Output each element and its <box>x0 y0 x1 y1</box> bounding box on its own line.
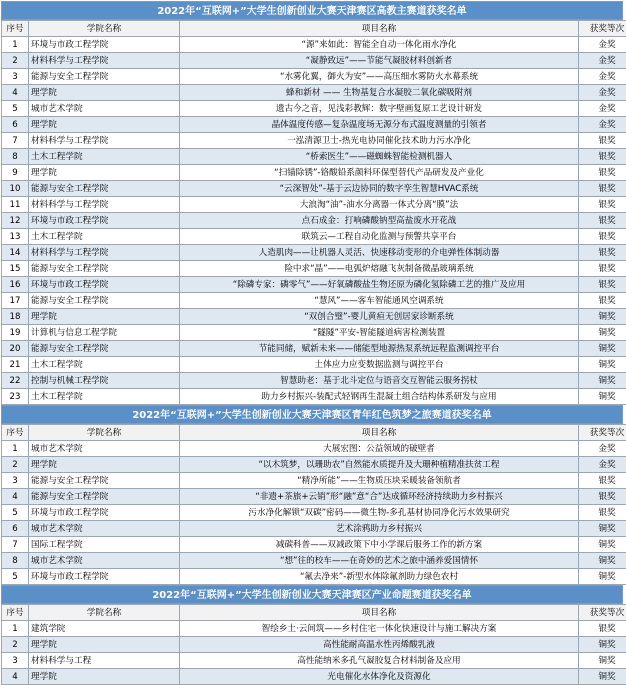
table-cell: 铜奖 <box>579 309 626 325</box>
table-cell: “凝静致远”——节能气凝胶材料创新者 <box>180 53 579 69</box>
table-row <box>2 389 626 405</box>
table-cell: 18 <box>2 309 29 325</box>
table-cell: 环境与市政工程学院 <box>29 569 180 585</box>
table-cell: 智慧助老：基于北斗定位与语音交互智能云服务拐杖 <box>180 373 579 389</box>
table-row <box>2 325 626 341</box>
table-row <box>2 37 626 53</box>
column-header: 项目名称 <box>180 605 579 621</box>
table-row <box>2 473 626 489</box>
table-row <box>2 621 626 637</box>
table-cell: “慧风”——客车智能通风空调系统 <box>180 293 579 309</box>
table-cell: 银奖 <box>579 197 626 213</box>
section-title: 2022年“互联网+”大学生创新创业大赛天津赛区青年红色筑梦之旅赛道获奖名单 <box>1 405 623 424</box>
table-cell: 智绘乡土·云间筑——乡村住宅一体化快速设计与施工解决方案 <box>180 621 579 637</box>
column-header: 序号 <box>2 605 29 621</box>
table-row <box>2 69 626 85</box>
table-cell: 金奖 <box>579 37 626 53</box>
table-row <box>2 53 626 69</box>
column-header: 项目名称 <box>180 425 579 441</box>
table-cell: 铜奖 <box>579 553 626 569</box>
table-cell: 土木工程学院 <box>29 357 180 373</box>
table-cell: 高性能耐高温水性丙烯酸乳液 <box>180 637 579 653</box>
table-cell: 铜奖 <box>579 325 626 341</box>
table-cell: 银奖 <box>579 293 626 309</box>
table-cell: 5 <box>2 505 29 521</box>
table-cell: 大浪淘“油”-油水分离器一体式分离“膜”法 <box>180 197 579 213</box>
table-cell: 23 <box>2 389 29 405</box>
table-cell: 环境与市政工程学院 <box>29 37 180 53</box>
award-table <box>1 604 626 685</box>
column-header: 获奖等次 <box>579 21 626 37</box>
table-cell: 1 <box>2 37 29 53</box>
column-header: 获奖等次 <box>579 425 626 441</box>
table-cell: “双创合璧”-婴儿黄疸无创居家诊断系统 <box>180 309 579 325</box>
table-row <box>2 245 626 261</box>
table-cell: 银奖 <box>579 229 626 245</box>
award-table <box>1 20 626 405</box>
table-cell: 金奖 <box>579 53 626 69</box>
table-cell: 铜奖 <box>579 341 626 357</box>
table-header-row <box>2 605 626 621</box>
table-cell: 能源与安全工程学院 <box>29 489 180 505</box>
table-cell: 银奖 <box>579 165 626 181</box>
table-cell: 银奖 <box>579 505 626 521</box>
table-cell: 2 <box>2 53 29 69</box>
table-cell: 艺术涂鸦助力乡村振兴 <box>180 521 579 537</box>
column-header: 项目名称 <box>180 21 579 37</box>
table-cell: 金奖 <box>579 441 626 457</box>
table-cell: 土木工程学院 <box>29 389 180 405</box>
table-cell: “精净所能”——生物质压块采暖装备领航者 <box>180 473 579 489</box>
table-cell: 材料科学与工程 <box>29 653 180 669</box>
table-row <box>2 489 626 505</box>
column-header: 获奖等次 <box>579 605 626 621</box>
table-cell: 6 <box>2 117 29 133</box>
table-cell: 铜奖 <box>579 653 626 669</box>
table-cell: 铜奖 <box>579 537 626 553</box>
table-row <box>2 505 626 521</box>
award-table <box>1 424 626 585</box>
column-header: 序号 <box>2 425 29 441</box>
table-cell: 银奖 <box>579 181 626 197</box>
table-cell: 11 <box>2 197 29 213</box>
table-cell: 助力乡村振兴-装配式轻钢再生混凝土组合结构体系研发与应用 <box>180 389 579 405</box>
table-cell: 土木工程学院 <box>29 149 180 165</box>
table-cell: 7 <box>2 537 29 553</box>
table-row <box>2 569 626 585</box>
table-cell: 铜奖 <box>579 357 626 373</box>
table-cell: 能源与安全工程学院 <box>29 473 180 489</box>
table-cell: 银奖 <box>579 133 626 149</box>
table-cell: 污水净化解锁“双碳”密码——微生物-多孔基材协同净化污水效果研究 <box>180 505 579 521</box>
table-cell: 金奖 <box>579 117 626 133</box>
table-cell: 晶体温度传感—复杂温度场无源分布式温度测量的引领者 <box>180 117 579 133</box>
table-cell: 理学院 <box>29 669 180 685</box>
table-cell: 金奖 <box>579 101 626 117</box>
table-cell: 高性能纳米多孔气凝胶复合材料制备及应用 <box>180 653 579 669</box>
table-cell: 人造肌肉——让机器人灵活、快速移动变形的介电弹性体制动器 <box>180 245 579 261</box>
table-cell: 4 <box>2 489 29 505</box>
table-cell: 6 <box>2 521 29 537</box>
table-cell: 计算机与信息工程学院 <box>29 325 180 341</box>
table-cell: “桥索医生”——磁蜘蛛智能检测机器人 <box>180 149 579 165</box>
table-cell: 10 <box>2 181 29 197</box>
table-cell: 22 <box>2 373 29 389</box>
table-row <box>2 213 626 229</box>
table-cell: 9 <box>2 165 29 181</box>
table-row <box>2 149 626 165</box>
table-cell: “水雾化翼，御火为安”——高压细水雾防火水幕系统 <box>180 69 579 85</box>
table-cell: 14 <box>2 245 29 261</box>
table-row <box>2 309 626 325</box>
table-cell: 21 <box>2 357 29 373</box>
table-row <box>2 373 626 389</box>
table-cell: “想”往的校车——在奇妙的艺术之旅中涵养爱国情怀 <box>180 553 579 569</box>
table-cell: “源”来如此：智能全自动一体化雨水净化 <box>180 37 579 53</box>
table-cell: 土木工程学院 <box>29 229 180 245</box>
table-cell: 银奖 <box>579 621 626 637</box>
table-cell: “氟去净来”-新型水体除氟剂助力绿色农村 <box>180 569 579 585</box>
table-cell: 环境与市政工程学院 <box>29 213 180 229</box>
table-cell: 12 <box>2 213 29 229</box>
table-cell: 材料科学与工程学院 <box>29 133 180 149</box>
table-cell: 联筑云—工程自动化监测与预警共享平台 <box>180 229 579 245</box>
table-row <box>2 441 626 457</box>
table-cell: 国际工程学院 <box>29 537 180 553</box>
table-cell: 城市艺术学院 <box>29 521 180 537</box>
table-cell: 银奖 <box>579 473 626 489</box>
table-cell: 控制与机械工程学院 <box>29 373 180 389</box>
table-cell: 4 <box>2 669 29 685</box>
table-cell: 金奖 <box>579 457 626 473</box>
table-row <box>2 101 626 117</box>
table-cell: 20 <box>2 341 29 357</box>
table-cell: 节能同储，赋新未来——储能型地源热泵系统远程监测调控平台 <box>180 341 579 357</box>
column-header: 学院名称 <box>29 21 180 37</box>
table-cell: 城市艺术学院 <box>29 553 180 569</box>
table-cell: 银奖 <box>579 489 626 505</box>
table-cell: 一泓清源卫士-热光电协同催化技术助力污水净化 <box>180 133 579 149</box>
table-cell: 3 <box>2 473 29 489</box>
table-row <box>2 197 626 213</box>
table-cell: 17 <box>2 293 29 309</box>
table-row <box>2 85 626 101</box>
award-lists <box>1 1 623 685</box>
table-cell: 铜奖 <box>579 521 626 537</box>
table-cell: 金奖 <box>579 85 626 101</box>
table-cell: “非遗+茶旅+云销”形“融”意“合”达成循环经济持续助力乡村振兴 <box>180 489 579 505</box>
table-row <box>2 653 626 669</box>
table-row <box>2 181 626 197</box>
table-cell: “扫锚除锈”-铬酸铅系颜料环保型替代产品研发及产业化 <box>180 165 579 181</box>
table-cell: “云深智处”-基于云边协同的数字孪生智慧HVAC系统 <box>180 181 579 197</box>
table-cell: 1 <box>2 441 29 457</box>
table-cell: 理学院 <box>29 457 180 473</box>
table-cell: 理学院 <box>29 637 180 653</box>
table-cell: 15 <box>2 261 29 277</box>
table-cell: 大展宏图：公益领域的破壁者 <box>180 441 579 457</box>
table-cell: 3 <box>2 653 29 669</box>
section-title: 2022年“互联网+”大学生创新创业大赛天津赛区产业命题赛道获奖名单 <box>1 585 623 604</box>
table-cell: 材料科学与工程学院 <box>29 197 180 213</box>
table-header-row <box>2 425 626 441</box>
table-row <box>2 165 626 181</box>
table-cell: 环境与市政工程学院 <box>29 277 180 293</box>
table-cell: 蜂和新材 —— 生物基复合水凝胶二氧化碳吸附剂 <box>180 85 579 101</box>
table-cell: 8 <box>2 553 29 569</box>
table-row <box>2 229 626 245</box>
table-cell: 环境与市政工程学院 <box>29 505 180 521</box>
table-row <box>2 537 626 553</box>
table-row <box>2 357 626 373</box>
table-cell: “隧隧”平安-智能隧道病害检测装置 <box>180 325 579 341</box>
table-cell: 银奖 <box>579 245 626 261</box>
table-cell: 铜奖 <box>579 373 626 389</box>
table-cell: 理学院 <box>29 117 180 133</box>
table-row <box>2 117 626 133</box>
table-cell: 5 <box>2 569 29 585</box>
table-cell: 8 <box>2 149 29 165</box>
table-row <box>2 637 626 653</box>
table-cell: 险中求“晶”——电弧炉熔融飞灰制备微晶玻璃系统 <box>180 261 579 277</box>
section-title: 2022年“互联网+”大学生创新创业大赛天津赛区高教主赛道获奖名单 <box>1 1 623 20</box>
column-header: 学院名称 <box>29 425 180 441</box>
table-cell: 点石成金：打响磷酸钠型高盐废水开花战 <box>180 213 579 229</box>
table-cell: 理学院 <box>29 309 180 325</box>
table-row <box>2 457 626 473</box>
table-cell: 土体应力应变数据监测与调控平台 <box>180 357 579 373</box>
table-row <box>2 133 626 149</box>
table-cell: 城市艺术学院 <box>29 101 180 117</box>
table-cell: 2 <box>2 457 29 473</box>
table-row <box>2 261 626 277</box>
table-cell: 16 <box>2 277 29 293</box>
table-cell: 能源与安全工程学院 <box>29 69 180 85</box>
table-header-row <box>2 21 626 37</box>
table-cell: 5 <box>2 101 29 117</box>
table-cell: 银奖 <box>579 261 626 277</box>
table-row <box>2 341 626 357</box>
table-cell: 光电催化水体净化及资源化 <box>180 669 579 685</box>
table-cell: 能源与安全工程学院 <box>29 181 180 197</box>
table-cell: 能源与安全工程学院 <box>29 341 180 357</box>
table-cell: 3 <box>2 69 29 85</box>
table-row <box>2 553 626 569</box>
table-cell: 铜奖 <box>579 389 626 405</box>
table-cell: 7 <box>2 133 29 149</box>
table-cell: 银奖 <box>579 277 626 293</box>
table-cell: 4 <box>2 85 29 101</box>
table-cell: 能源与安全工程学院 <box>29 261 180 277</box>
table-cell: 银奖 <box>579 213 626 229</box>
table-cell: 遗古今之音，见浅彩教辉：数字壁画复原工艺设计研发 <box>180 101 579 117</box>
table-row <box>2 669 626 685</box>
table-row <box>2 521 626 537</box>
table-cell: 铜奖 <box>579 569 626 585</box>
column-header: 序号 <box>2 21 29 37</box>
table-cell: 金奖 <box>579 69 626 85</box>
table-cell: 13 <box>2 229 29 245</box>
table-cell: 理学院 <box>29 165 180 181</box>
table-cell: 材料科学与工程学院 <box>29 53 180 69</box>
table-cell: 建筑学院 <box>29 621 180 637</box>
table-cell: 减碳科普——双减政策下中小学课后服务工作的新方案 <box>180 537 579 553</box>
table-cell: 19 <box>2 325 29 341</box>
table-cell: “除磷专家：磷零气”——好氧磷酸盐生物还原为磷化氢除磷工艺的推广及应用 <box>180 277 579 293</box>
table-cell: 材料科学与工程学院 <box>29 245 180 261</box>
table-cell: 1 <box>2 621 29 637</box>
table-cell: 铜奖 <box>579 637 626 653</box>
table-cell: “以木筑梦，以珊助农”自然能水质提升及大珊种植精准扶贫工程 <box>180 457 579 473</box>
table-cell: 银奖 <box>579 149 626 165</box>
table-cell: 理学院 <box>29 85 180 101</box>
table-row <box>2 293 626 309</box>
table-cell: 2 <box>2 637 29 653</box>
column-header: 学院名称 <box>29 605 180 621</box>
table-row <box>2 277 626 293</box>
table-cell: 能源与安全工程学院 <box>29 293 180 309</box>
table-cell: 城市艺术学院 <box>29 441 180 457</box>
table-cell: 铜奖 <box>579 669 626 685</box>
